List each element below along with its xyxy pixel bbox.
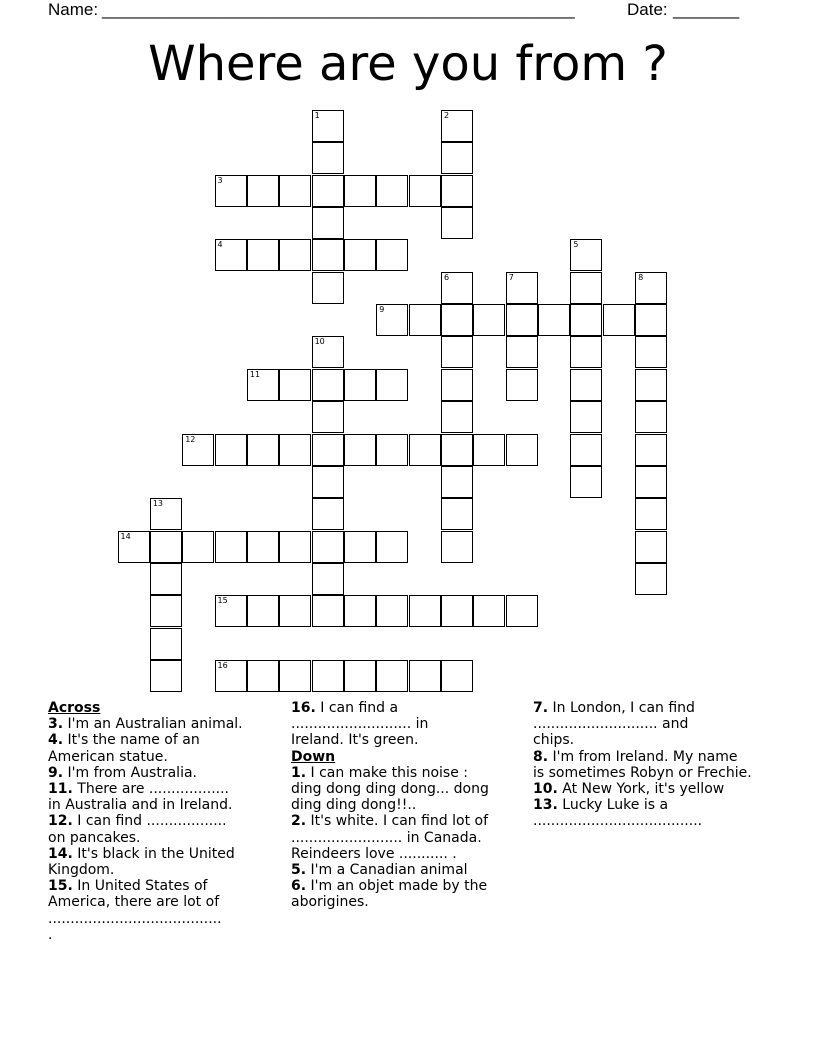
grid-cell[interactable] <box>247 531 279 563</box>
grid-cell[interactable] <box>376 304 408 336</box>
grid-cell[interactable] <box>312 660 344 692</box>
clue-number: 16 <box>217 660 228 670</box>
clue <box>48 781 288 813</box>
clue-text: It's black in the United Kingdom. <box>48 845 235 879</box>
clues-column-2 <box>291 700 531 911</box>
grid-cell[interactable] <box>215 531 247 563</box>
grid-cell[interactable] <box>344 531 376 563</box>
clue-number: 13 <box>152 499 164 509</box>
clue-text: I'm an Australian animal. <box>63 716 243 733</box>
grid-cell[interactable] <box>570 336 602 368</box>
clue-text: I'm a Canadian animal <box>306 862 468 879</box>
grid-cell[interactable] <box>409 434 441 466</box>
grid-cell[interactable] <box>635 466 667 498</box>
grid-cell[interactable] <box>182 531 214 563</box>
clue-number: 16. <box>291 700 316 716</box>
grid-cell[interactable] <box>570 369 602 401</box>
grid-cell[interactable] <box>247 434 279 466</box>
grid-cell[interactable] <box>635 304 667 336</box>
grid-cell[interactable] <box>376 595 408 627</box>
clue <box>48 813 288 845</box>
grid-cell[interactable] <box>441 304 473 336</box>
grid-cell[interactable] <box>409 660 441 692</box>
grid-cell[interactable] <box>344 369 376 401</box>
clue-text: It's the name of an American statue. <box>48 732 200 765</box>
grid-cell[interactable] <box>441 175 473 207</box>
grid-cell[interactable] <box>603 304 635 336</box>
grid-cell[interactable] <box>635 531 667 563</box>
clue-number: 4. <box>48 732 64 749</box>
grid-cell[interactable] <box>344 660 376 692</box>
grid-cell[interactable] <box>376 531 408 563</box>
grid-cell[interactable] <box>118 531 150 563</box>
clue-number: 12 <box>185 434 196 444</box>
grid-cell[interactable] <box>506 304 538 336</box>
clue <box>48 765 288 781</box>
grid-cell[interactable] <box>247 595 279 627</box>
grid-cell[interactable] <box>441 401 473 433</box>
clue-number: 14 <box>120 531 131 541</box>
clue-number: 7. <box>533 700 549 716</box>
grid-cell[interactable] <box>570 434 602 466</box>
down-heading: Down <box>291 748 336 765</box>
grid-cell[interactable] <box>376 434 408 466</box>
clue <box>291 878 531 910</box>
clue <box>291 700 531 749</box>
grid-cell[interactable] <box>376 239 408 271</box>
grid-cell[interactable] <box>312 401 344 433</box>
grid-cell[interactable] <box>635 434 667 466</box>
grid-cell[interactable] <box>215 434 247 466</box>
grid-cell[interactable] <box>344 175 376 207</box>
grid-cell[interactable] <box>635 336 667 368</box>
grid-cell[interactable] <box>441 369 473 401</box>
grid-cell[interactable] <box>312 595 344 627</box>
grid-cell[interactable] <box>441 595 473 627</box>
grid-cell[interactable] <box>215 660 247 692</box>
grid-cell[interactable] <box>441 466 473 498</box>
grid-cell[interactable] <box>570 466 602 498</box>
clue <box>291 813 531 862</box>
grid-cell[interactable] <box>344 595 376 627</box>
grid-cell[interactable] <box>215 239 247 271</box>
clue <box>48 716 288 732</box>
grid-cell[interactable] <box>312 175 344 207</box>
grid-cell[interactable] <box>506 434 538 466</box>
clue-text: It's white. I can find lot of ......................... in Canada. Reindeers love ........... . <box>291 813 489 862</box>
clue-text: I can find .................. on pancakes. <box>48 813 227 846</box>
clue-text: I'm from Ireland. My name is sometimes Robyn or Frechie. <box>533 748 752 781</box>
clue-number: 7 <box>508 272 514 282</box>
grid-cell[interactable] <box>441 207 473 239</box>
clue-number: 9. <box>48 764 64 781</box>
grid-cell[interactable] <box>279 660 311 692</box>
grid-cell[interactable] <box>247 239 279 271</box>
clue-number: 6 <box>444 272 450 282</box>
grid-cell[interactable] <box>635 272 667 304</box>
grid-cell[interactable] <box>473 304 505 336</box>
clue-number: 2 <box>444 111 450 120</box>
clue-number: 8. <box>533 748 549 765</box>
grid-cell[interactable] <box>344 434 376 466</box>
grid-cell[interactable] <box>538 304 570 336</box>
grid-cell[interactable] <box>279 369 311 401</box>
clue-number: 11. <box>48 781 73 798</box>
name-label: Name: <box>48 0 99 19</box>
grid-cell[interactable] <box>441 142 473 174</box>
grid-cell[interactable] <box>473 595 505 627</box>
grid-cell[interactable] <box>344 239 376 271</box>
grid-cell[interactable] <box>312 207 344 239</box>
grid-cell[interactable] <box>182 434 214 466</box>
grid-cell[interactable] <box>409 595 441 627</box>
page-title: Where are you from ? <box>148 36 668 92</box>
grid-cell[interactable] <box>473 434 505 466</box>
across-heading: Across <box>48 700 101 716</box>
grid-cell[interactable] <box>441 110 473 142</box>
grid-cell[interactable] <box>570 304 602 336</box>
clue-text: At New York, it's yellow <box>557 781 725 798</box>
clue <box>48 846 288 878</box>
grid-cell[interactable] <box>215 595 247 627</box>
clue-number: 1 <box>314 111 320 120</box>
grid-cell[interactable] <box>376 175 408 207</box>
grid-cell[interactable] <box>312 466 344 498</box>
clue <box>533 749 773 781</box>
clue-text: There are .................. in Australia and in Ireland. <box>48 781 233 814</box>
grid-cell[interactable] <box>635 498 667 530</box>
clue-number: 9 <box>379 305 385 315</box>
grid-cell[interactable] <box>215 175 247 207</box>
clue-number: 11 <box>249 369 261 379</box>
grid-cell[interactable] <box>441 336 473 368</box>
grid-cell[interactable] <box>247 660 279 692</box>
clue-text: I'm from Australia. <box>63 764 197 781</box>
clue <box>291 862 531 878</box>
clue-number: 6. <box>291 878 307 895</box>
grid-cell[interactable] <box>150 531 182 563</box>
grid-cell[interactable] <box>150 660 182 692</box>
grid-cell[interactable] <box>312 531 344 563</box>
grid-cell[interactable] <box>279 595 311 627</box>
grid-cell[interactable] <box>441 660 473 692</box>
grid-cell[interactable] <box>506 369 538 401</box>
grid-cell[interactable] <box>247 369 279 401</box>
grid-cell[interactable] <box>570 239 602 271</box>
clue-number: 15. <box>48 878 73 895</box>
clue <box>533 700 773 749</box>
clue-text: I can make this noise : ding dong ding dong... dong ding ding dong!!.. <box>291 764 489 814</box>
grid-cell[interactable] <box>635 401 667 433</box>
grid-cell[interactable] <box>441 272 473 304</box>
grid-cell[interactable] <box>279 175 311 207</box>
name-line[interactable]: __________________________________________________ <box>102 0 575 19</box>
clue-number: 5. <box>291 862 307 879</box>
clue-number: 12. <box>48 813 73 830</box>
clue <box>533 781 773 797</box>
clue-number: 3 <box>217 175 223 185</box>
clue-text: In London, I can find ............................ and chips. <box>533 700 695 749</box>
clue-number: 15 <box>217 596 228 606</box>
clues-column-1 <box>48 700 288 943</box>
grid-cell[interactable] <box>312 369 344 401</box>
grid-cell[interactable] <box>312 142 344 174</box>
grid-cell[interactable] <box>312 434 344 466</box>
grid-cell[interactable] <box>441 434 473 466</box>
grid-cell[interactable] <box>376 660 408 692</box>
grid-cell[interactable] <box>570 401 602 433</box>
grid-cell[interactable] <box>279 434 311 466</box>
clue-number: 5 <box>573 240 579 250</box>
grid-cell[interactable] <box>635 563 667 595</box>
clue-number: 14. <box>48 845 73 862</box>
grid-cell[interactable] <box>279 531 311 563</box>
clue-number: 3. <box>48 716 64 733</box>
date-line[interactable]: _______ <box>673 0 740 19</box>
grid-cell[interactable] <box>312 336 344 368</box>
grid-cell[interactable] <box>635 369 667 401</box>
grid-cell[interactable] <box>441 498 473 530</box>
grid-cell[interactable] <box>150 595 182 627</box>
clue-text: Lucky Luke is a ...................................... <box>533 797 703 830</box>
grid-cell[interactable] <box>409 175 441 207</box>
clue-number: 10 <box>314 337 325 347</box>
grid-cell[interactable] <box>312 563 344 595</box>
grid-cell[interactable] <box>247 175 279 207</box>
grid-cell[interactable] <box>279 239 311 271</box>
grid-cell[interactable] <box>570 272 602 304</box>
clue <box>48 878 288 943</box>
clue <box>533 797 773 829</box>
clue-number: 2. <box>291 813 307 830</box>
clue <box>291 765 531 814</box>
clue-number: 13. <box>533 797 558 814</box>
clue-text: I can find a ........................... in Ireland. It's green. <box>291 700 429 749</box>
grid-cell[interactable] <box>506 336 538 368</box>
clue-number: 1. <box>291 764 307 781</box>
clue-number: 8 <box>638 272 644 282</box>
clue <box>48 732 288 764</box>
clue-text: I'm an objet made by the aborigines. <box>291 878 488 911</box>
grid-cell[interactable] <box>312 498 344 530</box>
grid-cell[interactable] <box>150 628 182 660</box>
clues-column-3 <box>533 700 773 830</box>
clue-text: In United States of America, there are lot of ....................................... . <box>48 878 222 943</box>
grid-cell[interactable] <box>312 110 344 142</box>
grid-cell[interactable] <box>312 272 344 304</box>
grid-cell[interactable] <box>506 272 538 304</box>
date-label: Date: <box>627 0 668 19</box>
grid-cell[interactable] <box>150 563 182 595</box>
grid-cell[interactable] <box>150 498 182 530</box>
grid-cell[interactable] <box>312 239 344 271</box>
grid-cell[interactable] <box>376 369 408 401</box>
grid-cell[interactable] <box>506 595 538 627</box>
grid-cell[interactable] <box>409 304 441 336</box>
grid-cell[interactable] <box>441 531 473 563</box>
clue-number: 4 <box>217 240 223 250</box>
clue-number: 10. <box>533 781 558 798</box>
